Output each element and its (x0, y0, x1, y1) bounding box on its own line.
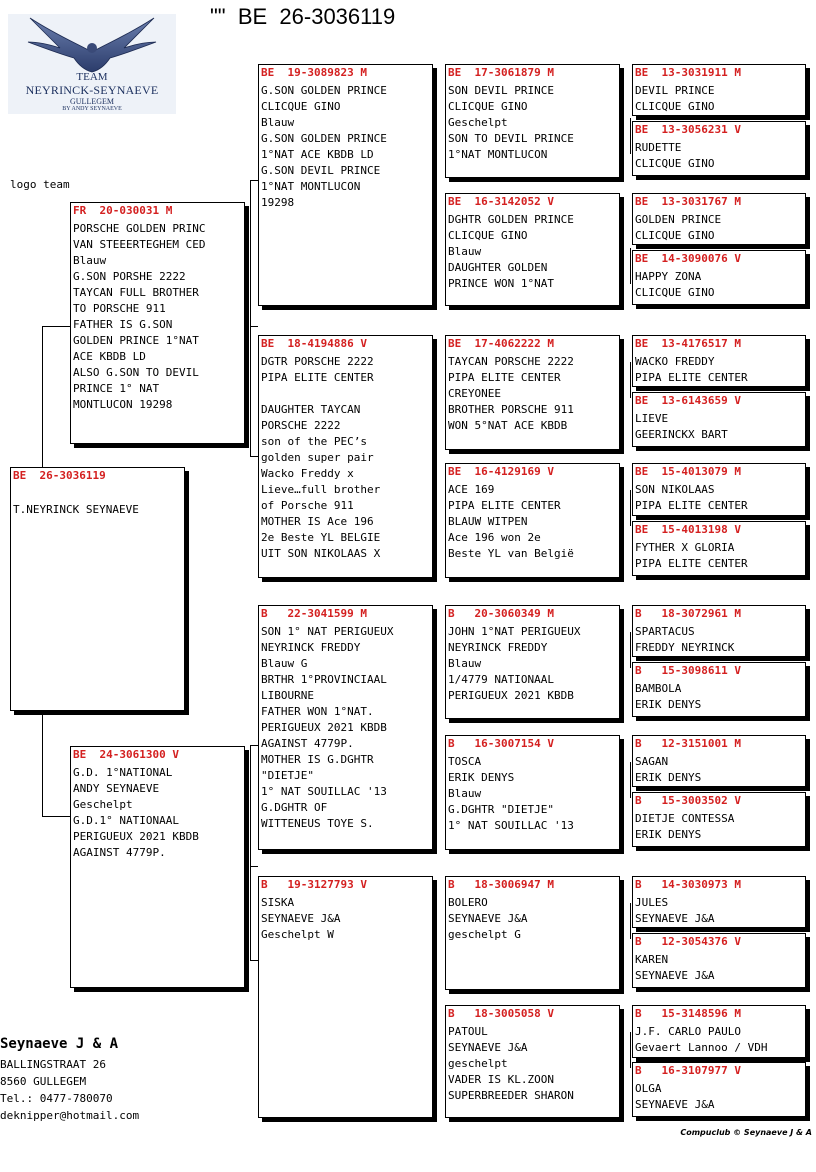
ancestor-box (632, 792, 806, 847)
great-grandparent-box (445, 876, 620, 990)
pigeon-details: TOSCA ERIK DENYS Blauw G.DGHTR "DIETJE" 1° NAT SOUILLAC '13 (448, 755, 574, 832)
pigeon-details: RUDETTE CLICQUE GINO (635, 141, 715, 170)
ancestor-box (632, 876, 806, 928)
pigeon-details: DGTR PORSCHE 2222 PIPA ELITE CENTER DAUGHTER TAYCAN PORSCHE 2222 son of the PEC’s golden super pair Wacko Freddy x Lieve…full brother of Porsche 911 MOTHER IS Ace 196 2e Beste YL BELGIE UIT SON NIKOLAAS X (261, 355, 381, 560)
logo-place: GULLEGEM (70, 97, 114, 106)
pigeon-details: PORSCHE GOLDEN PRINC VAN STEEERTEGHEM CED Blauw G.SON PORSHE 2222 TAYCAN FULL BROTHER TO PORSCHE 911 FATHER IS G.SON GOLDEN PRINCE 1°NAT ACE KBDB LD ALSO G.SON TO DEVIL PRINCE 1° NAT MONTLUCON 19298 (73, 222, 206, 411)
pigeon-details: DIETJE CONTESSA ERIK DENYS (635, 812, 735, 841)
grandparent-box (258, 64, 433, 306)
pigeon-details: SAGAN ERIK DENYS (635, 755, 702, 784)
ring-number: B 15-3003502 V (635, 794, 741, 807)
great-grandparent-box (445, 605, 620, 719)
ancestor-box (632, 121, 806, 176)
ring-number: B 12-3054376 V (635, 935, 741, 948)
ring-number: B 18-3072961 M (635, 607, 741, 620)
owner-phone: Tel.: 0477-780070 (0, 1092, 113, 1105)
ancestor-box (632, 735, 806, 787)
ring-number: BE 13-3031911 M (635, 66, 741, 79)
ring-number: BE 18-4194886 V (261, 337, 367, 350)
pigeon-details: JULES SEYNAEVE J&A (635, 896, 715, 925)
ring-number: B 18-3005058 V (448, 1007, 554, 1020)
ancestor-box (632, 64, 806, 116)
great-grandparent-box (445, 64, 620, 178)
ring-number: B 16-3107977 V (635, 1064, 741, 1077)
ring-number: BE 16-3142052 V (448, 195, 554, 208)
ring-number: BE 19-3089823 M (261, 66, 367, 79)
pigeon-details: SPARTACUS FREDDY NEYRINCK (635, 625, 735, 654)
ring-number: BE 17-3061879 M (448, 66, 554, 79)
subject-box (10, 467, 185, 711)
pigeon-details: KAREN SEYNAEVE J&A (635, 953, 715, 982)
grandparent-box (258, 876, 433, 1118)
ancestor-box (632, 1062, 806, 1117)
pigeon-details: SON 1° NAT PERIGUEUX NEYRINCK FREDDY Blauw G BRTHR 1°PROVINCIAAL LIBOURNE FATHER WON 1°NAT. PERIGUEUX 2021 KBDB AGAINST 4779P. MOTHER IS G.DGHTR "DIETJE" 1° NAT SOUILLAC '13 G.DGHTR OF WITTENEUS TOYE S. (261, 625, 394, 830)
pigeon-details: DGHTR GOLDEN PRINCE CLICQUE GINO Blauw DAUGHTER GOLDEN PRINCE WON 1°NAT (448, 213, 574, 290)
pedigree-title: "" BE 26-3036119 (210, 4, 396, 29)
logo-team-label: TEAM (76, 71, 108, 83)
great-grandparent-box (445, 335, 620, 450)
great-grandparent-box (445, 463, 620, 578)
pigeon-details: BAMBOLA ERIK DENYS (635, 682, 702, 711)
pigeon-details: SON DEVIL PRINCE CLICQUE GINO Geschelpt SON TO DEVIL PRINCE 1°NAT MONTLUCON (448, 84, 574, 161)
logo-team-name: NEYRINCK-SEYNAEVE (25, 83, 159, 97)
ring-number: BE 13-6143659 V (635, 394, 741, 407)
pigeon-details: GOLDEN PRINCE CLICQUE GINO (635, 213, 722, 242)
ancestor-box (632, 193, 806, 245)
owner-street: BALLINGSTRAAT 26 (0, 1058, 106, 1071)
pigeon-details: G.D. 1°NATIONAL ANDY SEYNAEVE Geschelpt G.D.1° NATIONAAL PERIGUEUX 2021 KBDB AGAINST 4779P. (73, 766, 199, 859)
owner-city: 8560 GULLEGEM (0, 1075, 87, 1088)
ring-number: B 22-3041599 M (261, 607, 367, 620)
ring-number: B 15-3148596 M (635, 1007, 741, 1020)
ring-number: BE 24-3061300 V (73, 748, 179, 761)
ring-number: BE 13-4176517 M (635, 337, 741, 350)
pigeon-details: OLGA SEYNAEVE J&A (635, 1082, 715, 1111)
ring-number: B 18-3006947 M (448, 878, 554, 891)
father-box (70, 202, 245, 444)
ring-number: BE 15-4013079 M (635, 465, 741, 478)
ancestor-box (632, 605, 806, 657)
pigeon-details: JOHN 1°NAT PERIGUEUX NEYRINCK FREDDY Blauw 1/4779 NATIONAAL PERIGUEUX 2021 KBDB (448, 625, 581, 702)
pigeon-details: FYTHER X GLORIA PIPA ELITE CENTER (635, 541, 748, 570)
ring-number: BE 13-3056231 V (635, 123, 741, 136)
ancestor-box (632, 463, 806, 516)
pigeon-details: G.SON GOLDEN PRINCE CLICQUE GINO Blauw G.SON GOLDEN PRINCE 1°NAT ACE KBDB LD G.SON DEVIL PRINCE 1°NAT MONTLUCON 19298 (261, 84, 387, 209)
ring-number: B 12-3151001 M (635, 737, 741, 750)
ancestor-box (632, 933, 806, 988)
owner-name: Seynaeve J & A (0, 1036, 119, 1052)
great-grandparent-box (445, 735, 620, 850)
pigeon-details: PATOUL SEYNAEVE J&A geschelpt VADER IS KL.ZOON SUPERBREEDER SHARON (448, 1025, 574, 1102)
ring-number: B 16-3007154 V (448, 737, 554, 750)
ring-number: B 15-3098611 V (635, 664, 741, 677)
great-grandparent-box (445, 193, 620, 306)
ring-number: BE 15-4013198 V (635, 523, 741, 536)
ring-number: FR 20-030031 M (73, 204, 173, 217)
logo-byline: BY ANDY SEYNAEVE (62, 106, 122, 112)
ancestor-box (632, 250, 806, 305)
great-grandparent-box (445, 1005, 620, 1118)
ancestor-box (632, 1005, 806, 1058)
pigeon-details: TAYCAN PORSCHE 2222 PIPA ELITE CENTER CREYONEE BROTHER PORSCHE 911 WON 5°NAT ACE KBDB (448, 355, 574, 432)
ancestor-box (632, 662, 806, 717)
grandparent-box (258, 605, 433, 850)
ring-number: BE 26-3036119 (13, 469, 106, 482)
team-logo (8, 14, 176, 114)
grandparent-box (258, 335, 433, 578)
pigeon-details: T.NEYRINCK SEYNAEVE (13, 503, 139, 516)
pigeon-details: SISKA SEYNAEVE J&A Geschelpt W (261, 896, 341, 941)
owner-info (0, 1036, 139, 1124)
owner-email: deknipper@hotmail.com (0, 1109, 140, 1122)
ring-number: B 14-3030973 M (635, 878, 741, 891)
pigeon-details: WACKO FREDDY PIPA ELITE CENTER (635, 355, 748, 384)
ring-number: BE 16-4129169 V (448, 465, 554, 478)
eagle-icon (8, 14, 176, 76)
ring-number: BE 17-4062222 M (448, 337, 554, 350)
ancestor-box (632, 392, 806, 447)
pigeon-details: J.F. CARLO PAULO Gevaert Lannoo / VDH (635, 1025, 768, 1054)
pigeon-details: BOLERO SEYNAEVE J&A geschelpt G (448, 896, 528, 941)
pigeon-details: ACE 169 PIPA ELITE CENTER BLAUW WITPEN Ace 196 won 2e Beste YL van België (448, 483, 574, 560)
ring-number: BE 13-3031767 M (635, 195, 741, 208)
ring-number: BE 14-3090076 V (635, 252, 741, 265)
logo-caption: logo team (10, 178, 70, 191)
footer-credit: Compuclub © Seynaeve J & A (680, 1128, 812, 1137)
ring-number: B 19-3127793 V (261, 878, 367, 891)
ancestor-box (632, 335, 806, 387)
pigeon-details: LIEVE GEERINCKX BART (635, 412, 728, 441)
pigeon-details: SON NIKOLAAS PIPA ELITE CENTER (635, 483, 748, 512)
ancestor-box (632, 521, 806, 576)
ring-number: B 20-3060349 M (448, 607, 554, 620)
pigeon-details: DEVIL PRINCE CLICQUE GINO (635, 84, 715, 113)
pigeon-details: HAPPY ZONA CLICQUE GINO (635, 270, 715, 299)
mother-box (70, 746, 245, 988)
